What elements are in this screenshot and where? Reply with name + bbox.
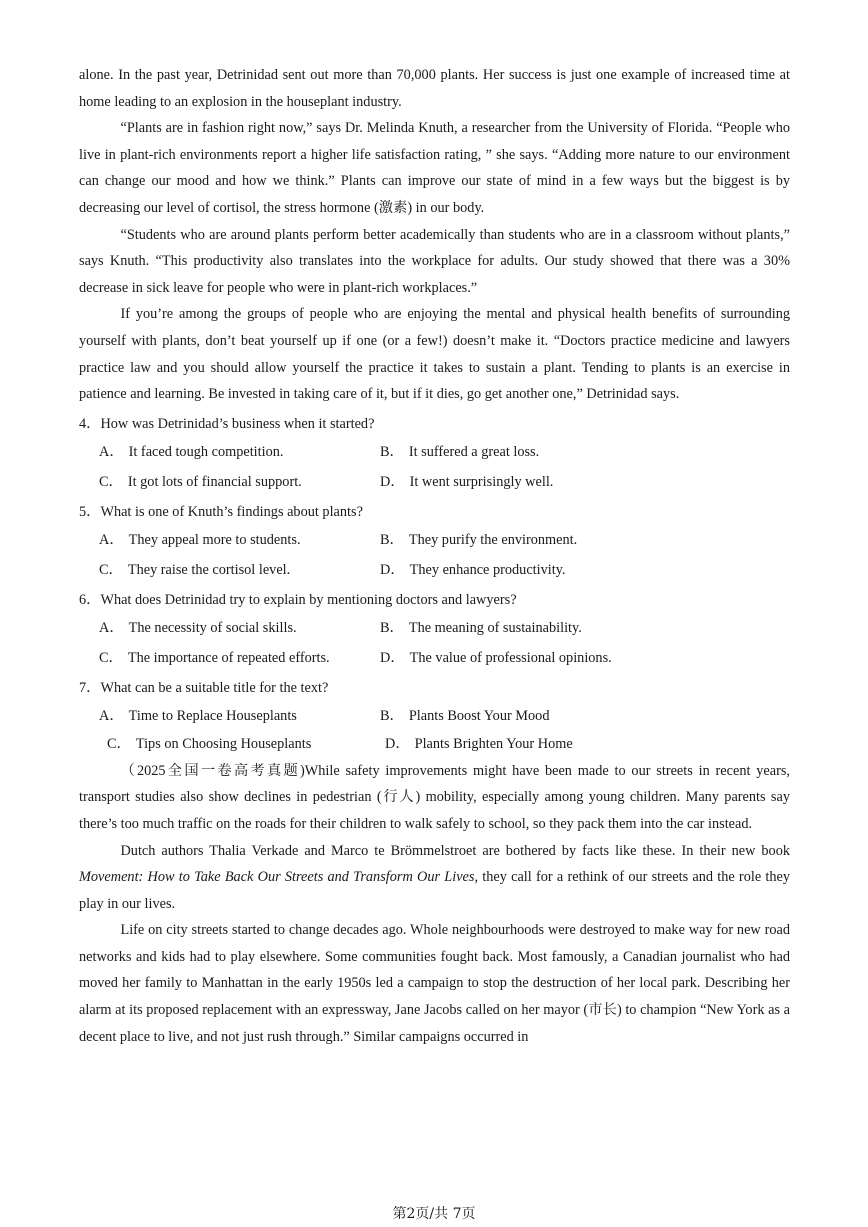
option-b: B． Plants Boost Your Mood <box>380 707 550 724</box>
options <box>79 730 790 758</box>
option-b: B． The meaning of sustainability. <box>380 619 582 636</box>
option-a: A． They appeal more to students. <box>99 531 301 548</box>
passage1-paragraph-1: alone. In the past year, Detrinidad sent out more than 70,000 plants. Her success is just one example of increased time at home leading to an explosion in the houseplant industry. <box>79 67 790 110</box>
option-a: A． The necessity of social skills. <box>99 619 297 636</box>
question-6 <box>79 586 790 672</box>
passage2-paragraph-2 <box>79 838 790 918</box>
option-a: A． Time to Replace Houseplants <box>99 707 297 724</box>
passage1-paragraph-2: “Plants are in fashion right now,” says Dr. Melinda Knuth, a researcher from the University of Florida. “People who live in plant-rich environments report a higher life satisfaction rating, ” she says. “Adding more nature to our environment can change our mood and how we think.” Plants can improve our state of mind in a few ways but the biggest is by decreasing our level of cortisol, the stress hormone (激素) in our body. <box>79 120 790 216</box>
options <box>79 526 790 584</box>
option-c: C． Tips on Choosing Houseplants <box>107 735 312 752</box>
options <box>79 614 790 672</box>
question-4 <box>79 410 790 496</box>
book-title: Movement: How to Take Back Our Streets and Transform Our Lives <box>79 869 475 886</box>
option-b: B． It suffered a great loss. <box>380 443 540 460</box>
options <box>79 438 790 496</box>
question-stem: 5．What is one of Knuth’s findings about plants? <box>79 503 363 520</box>
question-stem: 7．What can be a suitable title for the text? <box>79 679 329 696</box>
page-number: 第2页/共 7页 <box>392 1206 476 1222</box>
option-b: B． They purify the environment. <box>380 531 578 548</box>
option-c: C． The importance of repeated efforts. <box>99 649 330 666</box>
document-page <box>79 62 790 1050</box>
question-7 <box>79 674 790 758</box>
options <box>79 702 790 730</box>
option-d: D． They enhance productivity. <box>380 561 566 578</box>
passage2-paragraph-2-text: , they call for a rethink of our streets and the role they play in our lives. <box>79 869 791 912</box>
option-a: A． It faced tough competition. <box>99 443 284 460</box>
passage1-paragraph-4: If you’re among the groups of people who are enjoying the mental and physical health benefits of surrounding yourself with plants, don’t beat yourself up if one (or a few!) doesn’t make it. “Doctors practice medicine and lawyers practice law and you should allow yourself the practice it takes to sustain a plant. Tending to plants is an exercise in patience and learning. Be invested in taking care of it, but if it dies, go get another one,” Detrinidad says. <box>79 306 790 403</box>
question-5 <box>79 498 790 584</box>
option-c: C． They raise the cortisol level. <box>99 561 291 578</box>
option-c: C． It got lots of financial support. <box>99 473 302 490</box>
passage2-paragraph-2-text: Dutch authors Thalia Verkade and Marco te Brömmelstroet are bothered by facts like these. In their new book <box>120 842 790 859</box>
option-d: D． The value of professional opinions. <box>380 649 612 666</box>
option-d: D． Plants Brighten Your Home <box>385 735 573 752</box>
question-stem: 4．How was Detrinidad’s business when it started? <box>79 415 375 432</box>
question-stem: 6．What does Detrinidad try to explain by mentioning doctors and lawyers? <box>79 591 517 608</box>
passage2-paragraph-3: Life on city streets started to change decades ago. Whole neighbourhoods were destroyed to make way for new road networks and kids had to play elsewhere. Some communities fought back. Most famously, a Canadian journalist who had moved her family to Manhattan in the early 1950s led a campaign to stop the destruction of her local park. Describing her alarm at its proposed replacement with an expressway, Jane Jacobs called on her mayor (市长) to champion “New York as a decent place to live, and not just rush through.” Similar campaigns occurred in <box>79 922 790 1045</box>
passage2-paragraph-1: （2025全国一卷高考真题)While safety improvements might have been made to our streets in recent years, transport studies also show declines in pedestrian (行人) mobility, especially among young children. Many parents say there’s too much traffic on the roads for their children to walk safely to school, so they pack them into the car instead. <box>79 762 790 832</box>
option-d: D． It went surprisingly well. <box>380 473 554 490</box>
passage1-paragraph-3: “Students who are around plants perform better academically than students who are in a classroom without plants,” says Knuth. “This productivity also translates into the workplace for adults. Our study showed that there was a 30% decrease in sick leave for people who were in plant-rich workplaces.” <box>79 226 790 296</box>
